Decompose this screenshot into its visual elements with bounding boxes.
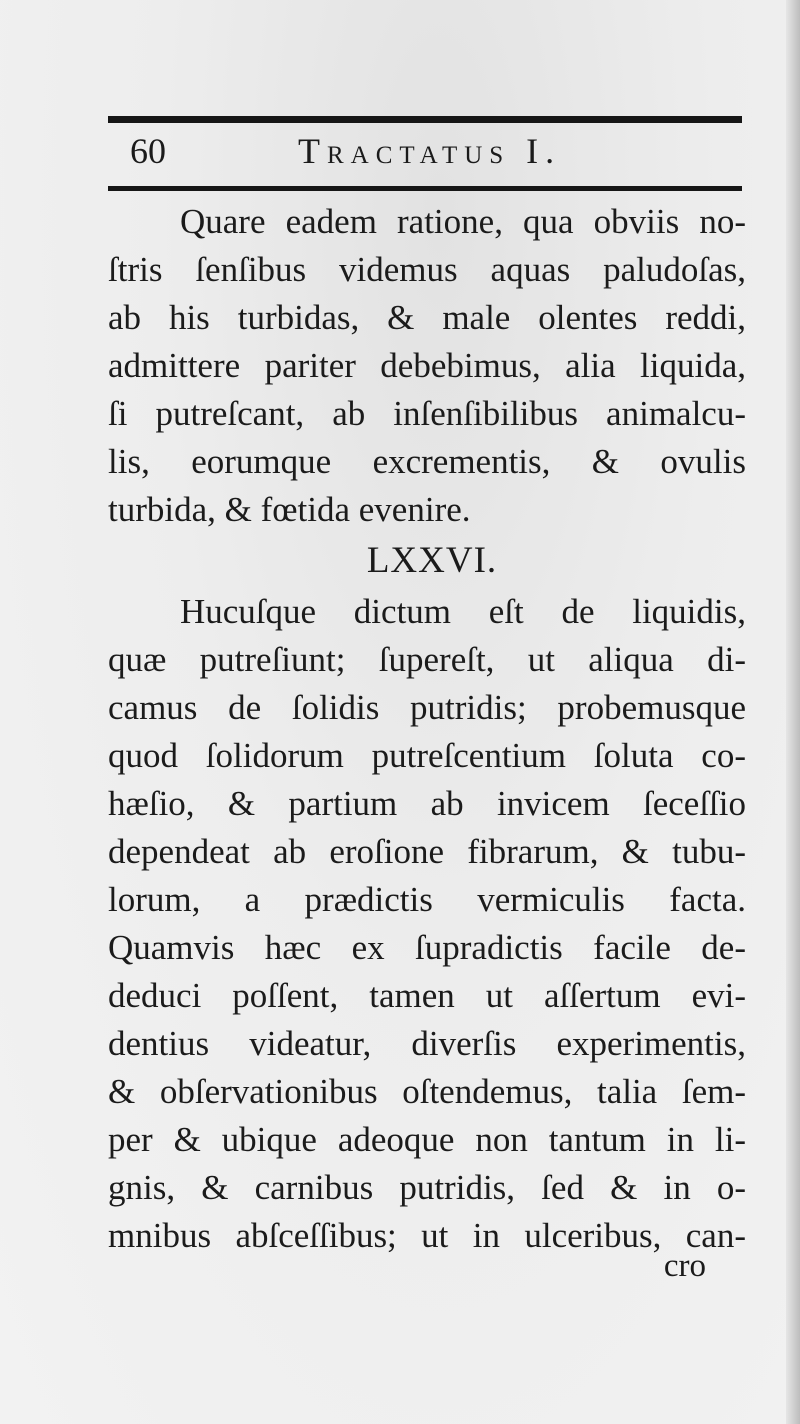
text-line: quæ putreſiunt; ſupereſt, ut aliqua di- bbox=[108, 640, 746, 679]
text-line: lorum, a prædictis vermiculis facta. bbox=[108, 880, 746, 919]
text-line: ſtris ſenſibus videmus aquas paludoſas, bbox=[108, 250, 746, 289]
text-line: Hucuſque dictum eſt de liquidis, bbox=[180, 592, 746, 631]
text-line: turbida, & fœtida evenire. bbox=[108, 490, 471, 529]
text-line: & obſervationibus oſtendemus, talia ſem- bbox=[108, 1072, 746, 1111]
paragraph bbox=[108, 588, 746, 1260]
running-title: Tractatus I. bbox=[298, 131, 562, 171]
paragraph bbox=[108, 198, 746, 534]
text-line: Quamvis hæc ex ſupradictis facile de- bbox=[108, 928, 746, 967]
text-line: mnibus abſceſſibus; ut in ulceribus, can- bbox=[108, 1216, 746, 1255]
text-line: quod ſolidorum putreſcentium ſoluta co- bbox=[108, 736, 746, 775]
text-line: per & ubique adeoque non tantum in li- bbox=[108, 1120, 746, 1159]
header-rule-bottom bbox=[108, 186, 742, 191]
text-line: hæſio, & partium ab invicem ſeceſſio bbox=[108, 784, 746, 823]
catchword: cro bbox=[663, 1248, 706, 1284]
text-line: lis, eorumque excrementis, & ovulis bbox=[108, 442, 746, 481]
text-line: gnis, & carnibus putridis, ſed & in o- bbox=[108, 1168, 746, 1207]
text-line: admittere pariter debebimus, alia liquida, bbox=[108, 346, 746, 385]
running-header bbox=[108, 126, 742, 182]
text-line: deduci poſſent, tamen ut aſſertum evi- bbox=[108, 976, 746, 1015]
text-line: dependeat ab eroſione fibrarum, & tubu- bbox=[108, 832, 746, 871]
text-line: Quare eadem ratione, qua obviis no- bbox=[180, 202, 746, 241]
text-line: ab his turbidas, & male olentes reddi, bbox=[108, 298, 746, 337]
text-line: camus de ſolidis putridis; probemusque bbox=[108, 688, 746, 727]
header-rule-top bbox=[108, 116, 742, 123]
text-line: dentius videatur, diverſis experimentis, bbox=[108, 1024, 746, 1063]
section-heading: LXXVI. bbox=[366, 540, 498, 581]
text-line: ſi putreſcant, ab inſenſibilibus animalcu- bbox=[108, 394, 746, 433]
page-edge-shadow bbox=[786, 0, 800, 1424]
body-text bbox=[108, 198, 746, 1260]
page-number: 60 bbox=[130, 131, 166, 171]
